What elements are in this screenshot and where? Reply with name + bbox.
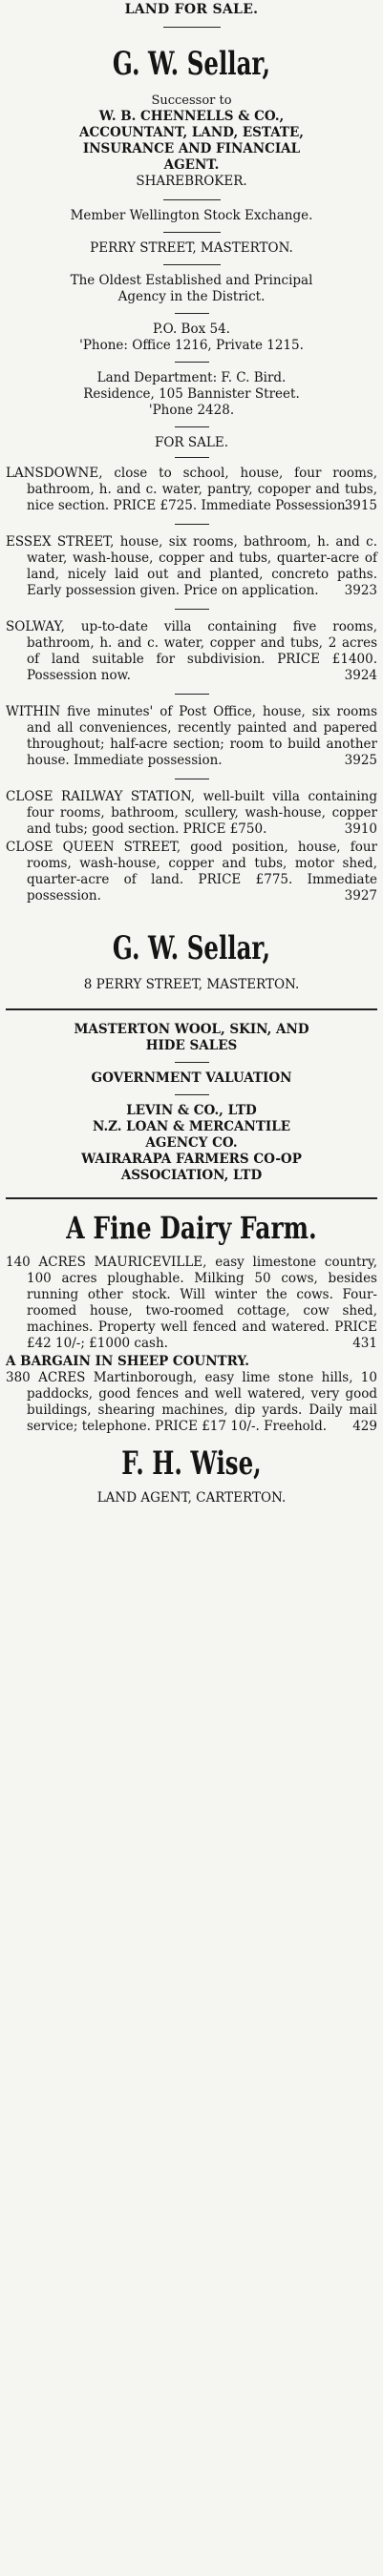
listing-number: 3923 — [344, 583, 377, 598]
section-divider — [6, 1197, 377, 1199]
contact-block — [6, 322, 377, 354]
listing-text: CLOSE QUEEN STREET, good position, house, four rooms, wash-house, copper and tubs, motor shed, quarter-acre of land. PRICE £775. Immediate possession. 3927 — [6, 840, 377, 904]
successor-block — [6, 93, 377, 190]
divider — [163, 27, 221, 28]
divider — [175, 524, 209, 525]
divider — [175, 1094, 209, 1095]
wise-ad — [6, 1209, 377, 1506]
bargain-text: 380 ACRES Martinborough, easy lime stone hills, 10 paddocks, good fences and well watered, very good buildings, shearing machines, dip yards. Daily mail service; telephone. PRICE £17 10/-. Freehold. 429 — [6, 1370, 377, 1434]
company-line: AGENCY CO. — [145, 1135, 238, 1151]
listing — [6, 704, 377, 769]
divider — [163, 232, 221, 233]
divider — [175, 694, 209, 695]
listing-number: 431 — [352, 1336, 377, 1351]
divider — [175, 1062, 209, 1063]
agency-block — [6, 273, 377, 305]
divider — [175, 313, 209, 314]
dairy-farm-headline: A Fine Dairy Farm. — [66, 1210, 317, 1246]
successor-line: SHAREBROKER. — [136, 174, 247, 189]
land-dept-line: Residence, 105 Bannister Street. — [83, 386, 300, 402]
company-line: ASSOCIATION, LTD — [120, 1168, 263, 1183]
listing-text: LANSDOWNE, close to school, house, four rooms, bathroom, h. and c. water, pantry, copoper and tubs, nice section. PRICE £725. Immediate Possession. 3915 — [6, 466, 377, 513]
divider — [175, 426, 209, 427]
bargain-heading: A BARGAIN IN SHEEP COUNTRY. — [6, 1354, 249, 1369]
wise-address: LAND AGENT, CARTERTON. — [96, 1490, 287, 1506]
successor-line: Successor to — [151, 93, 232, 108]
successor-line: ACCOUNTANT, LAND, ESTATE, — [79, 125, 304, 140]
sellar-name: G. W. Sellar, — [112, 45, 271, 83]
listing-number: 3927 — [344, 888, 377, 904]
listing-number: 3915 — [344, 498, 377, 513]
company-line: LEVIN & CO., LTD — [126, 1103, 257, 1118]
wool-title-line: MASTERTON WOOL, SKIN, AND — [74, 1022, 309, 1037]
government-valuation: GOVERNMENT VALUATION — [91, 1070, 292, 1086]
successor-line: W. B. CHENNELLS & CO., — [98, 109, 285, 124]
companies-block — [6, 1103, 377, 1184]
listing-text: SOLWAY, up-to-date villa containing five rooms, bathroom, h. and c. water, copper and tubs, 2 acres of land suitable for subdivision. PRICE £1400. Possession now. 3924 — [6, 619, 377, 683]
wise-name: F. H. Wise, — [121, 1444, 262, 1483]
successor-line: AGENT. — [163, 157, 220, 173]
contact-line: P.O. Box 54. — [153, 322, 230, 337]
listing — [6, 840, 377, 904]
listing-number: 3910 — [344, 821, 377, 837]
for-sale-heading: FOR SALE. — [155, 435, 228, 450]
agency-line: Agency in the District. — [117, 289, 266, 304]
listing — [6, 534, 377, 599]
newspaper-column — [6, 0, 377, 1506]
section-divider — [6, 1008, 377, 1010]
sellar-ad — [6, 45, 377, 993]
listing — [6, 619, 377, 684]
successor-line: INSURANCE AND FINANCIAL — [82, 141, 301, 156]
wool-title-line: HIDE SALES — [145, 1038, 238, 1053]
agency-line: The Oldest Established and Principal — [70, 273, 313, 288]
divider — [175, 457, 209, 458]
listing-number: 3925 — [344, 753, 377, 768]
listing — [6, 466, 377, 514]
member-line: Member Wellington Stock Exchange. — [70, 208, 313, 223]
land-dept-block — [6, 370, 377, 419]
sellar-footer-address: 8 PERRY STREET, MASTERTON. — [83, 977, 300, 992]
listing-number: 3924 — [344, 668, 377, 683]
divider — [175, 362, 209, 363]
company-line: WAIRARAPA FARMERS CO-OP — [81, 1152, 302, 1167]
listing-text: ESSEX STREET, house, six rooms, bathroom, h. and c. water, wash-house, copper and tubs, quarter-acre of land, nicely laid out and planted, concreto paths. Early possession given. Price on application. 3923 — [6, 534, 377, 598]
sellar-footer-name: G. W. Sellar, — [112, 929, 271, 967]
dairy-farm-text: 140 ACRES MAURICEVILLE, easy limestone country, 100 acres ploughable. Milking 50 cows, besides running other stock. Will winter the cows. Four-roomed house, two-roomed cottage, cow shed, machines. Property well fenced and watered. PRICE £42 10/-; £1000 cash. 431 — [6, 1255, 377, 1351]
land-for-sale-title: LAND FOR SALE. — [124, 2, 259, 17]
land-dept-line: 'Phone 2428. — [148, 403, 235, 418]
listing — [6, 789, 377, 838]
divider — [175, 609, 209, 610]
wool-sales-notice — [6, 1022, 377, 1184]
divider — [163, 264, 221, 265]
address-line: PERRY STREET, MASTERTON. — [90, 240, 293, 256]
listing-text: CLOSE RAILWAY STATION, well-built villa containing four rooms, bathroom, scullery, wash-house, copper and tubs; good section. PRICE £750. 3910 — [6, 789, 377, 837]
contact-line: 'Phone: Office 1216, Private 1215. — [79, 338, 304, 353]
listing-text: WITHIN five minutes' of Post Office, house, six rooms and all conveniences, recently painted and papered throughout; half-acre section; room to build another house. Immediate possession. 3925 — [6, 704, 377, 768]
listing-number: 429 — [352, 1419, 377, 1434]
land-dept-line: Land Department: F. C. Bird. — [96, 370, 287, 385]
company-line: N.Z. LOAN & MERCANTILE — [92, 1119, 290, 1134]
divider — [163, 199, 221, 200]
